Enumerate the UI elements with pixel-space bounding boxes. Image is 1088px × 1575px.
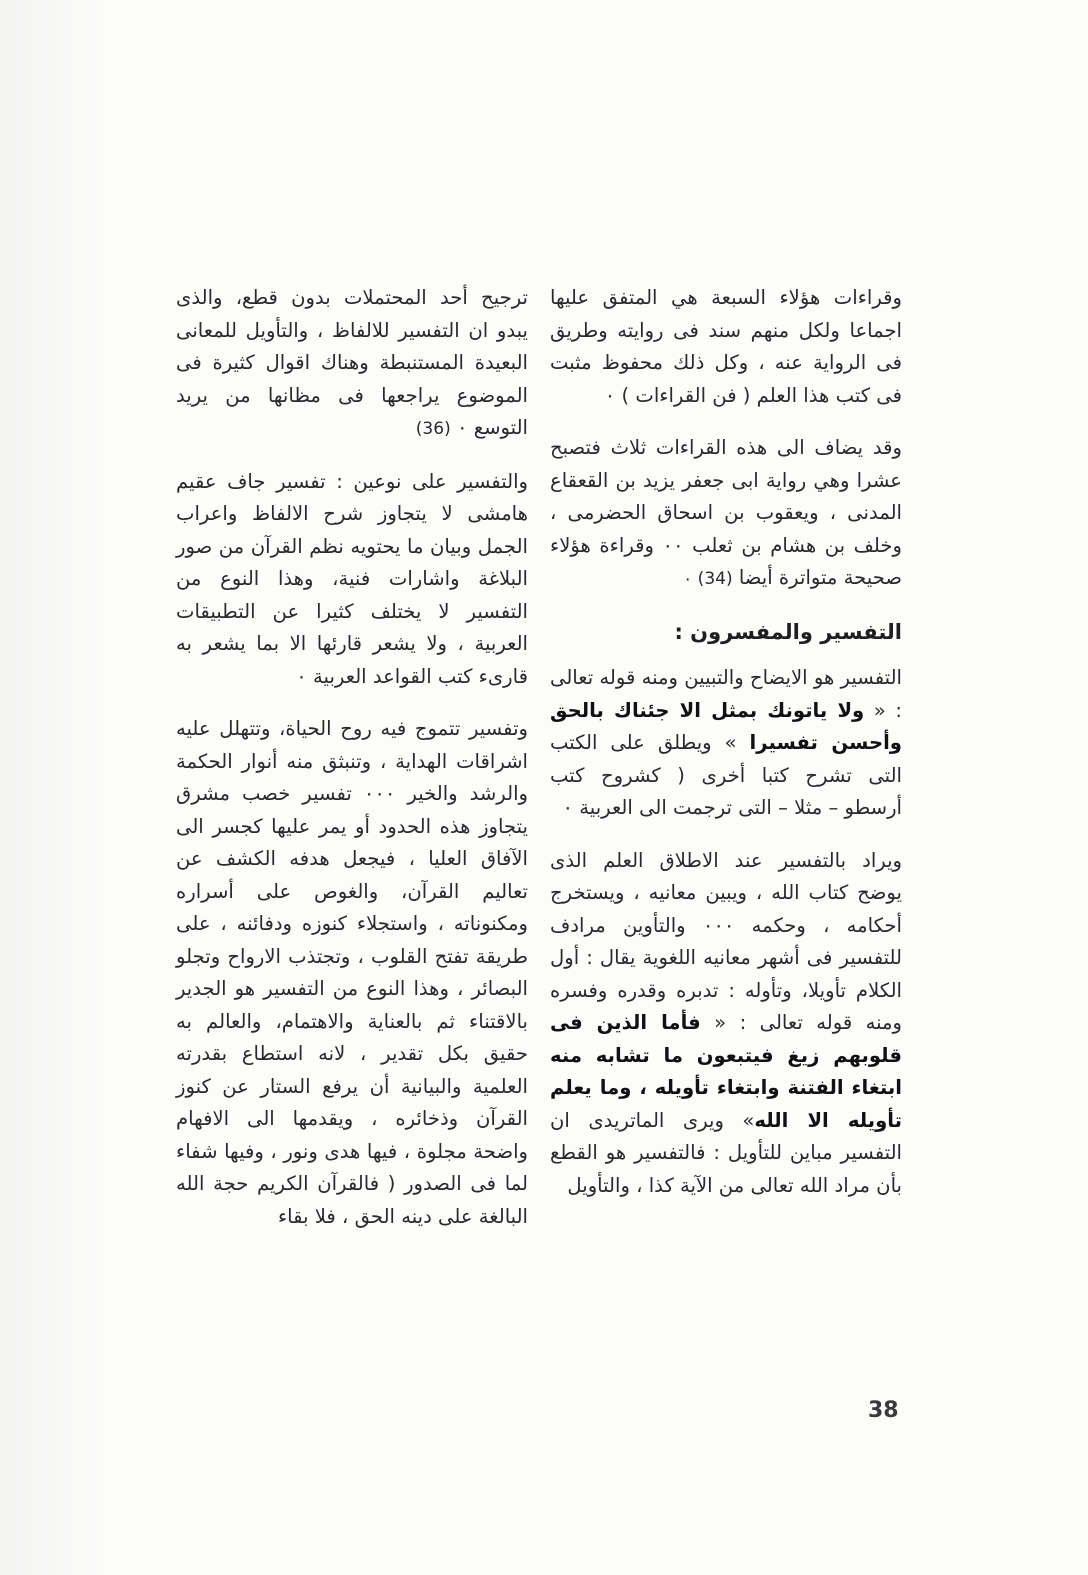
quran-quote-tafsir: ولا ياتونك بمثل الا جئناك بالحق وأحسن تفسيرا	[550, 698, 902, 754]
right-text-column	[550, 282, 902, 1222]
paragraph-tawil-continuation	[176, 282, 528, 446]
page-number: 38	[868, 1398, 899, 1423]
paragraph-seven-readings: وقراءات هؤلاء السبعة هي المتفق عليها اجماعا ولكل منهم سند فى روايته وطريق فى الرواية عنه ، وكل ذلك محفوظ مثبت فى كتب هذا العلم ( فن القراءات ) ٠	[550, 286, 902, 407]
paragraph-tafsir-tawil	[550, 845, 902, 1203]
footnote-ref-36: (36)	[415, 419, 451, 439]
page-edge-shadow	[0, 0, 100, 1575]
paragraph-ten-readings	[550, 432, 902, 596]
left-text-column	[176, 282, 528, 1253]
quran-quote-tawil: فأما الذين فى قلوبهم زيغ فيتبعون ما تشابه منه ابتغاء الفتنة وابتغاء تأويله ، وما يعلم تأويله الا الله	[550, 1011, 902, 1132]
paragraph-tafsir-definition	[550, 662, 902, 825]
tafsir-tawil-intro: ويراد بالتفسير عند الاطلاق العلم الذى يوضح كتاب الله ، ويبين معانيه ، ويستخرج أحكامه ، وحكمه ٠٠٠ والتأوين مرادف للتفسير فى أشهر معانيه اللغوية يقال : أول الكلام تأويلا، وتأوله : تدبره وقدره وفسره ومنه قوله تعالى : «	[550, 848, 902, 1034]
paragraph-ten-readings-text: وقد يضاف الى هذه القراءات ثلاث فتصبح عشرا وهي رواية ابى جعفر يزيد بن القعقاع المدنى ، ويعقوب بن اسحاق الحضرمى ، وخلف بن هشام بن ثعلب ٠٠ وقراءة هؤلاء صحيحة متواترة أيضا	[550, 436, 902, 589]
paragraph-living-tafsir: وتفسير تتموج فيه روح الحياة، وتتهلل عليه اشراقات الهداية ، وتنبثق منه أنوار الحكمة والرشد والخير ٠٠٠ تفسير خصب مشرق يتجاوز هذه الحدود أو يمر عليها كجسر الى الآفاق العليا ، فيجعل هدفه الكشف عن تعاليم القرآن، والغوص على أسراره ومكنوناته ، واستجلاء كنوزه ودفائنه ، على طريقة تفتح القلوب ، وتجتذب الارواح وتجلو البصائر ، وهذا النوع من التفسير هو الجدير بالاقتناء ثم بالعناية والاهتمام، والعالم به حقيق بكل تقدير ، لانه استطاع بقدرته العلمية والبيانية أن يرفع الستار عن كنوز القرآن وذخائره ، ويقدمها الى الافهام واضحة مجلوة ، فيها هدى ونور ، وفيها شفاء لما فى الصدور ( فالقرآن الكريم حجة الله البالغة على دينه الحق ، فلا بقاء	[176, 717, 528, 1228]
tawil-continuation-text: ترجيح أحد المحتملات بدون قطع، والذى يبدو ان التفسير للالفاظ ، والتأويل للمعانى البعيدة المستنبطة وهناك اقوال كثيرة فى الموضوع يراجعها فى مظانها من يريد التوسع ٠	[176, 286, 528, 439]
footnote-ref-34: (34) ٠	[683, 569, 733, 589]
tafsir-definition-rest: » ويطلق على الكتب التى تشرح كتبا أخرى ( كشروح كتب أرسطو – مثلا – التى ترجمت الى العربية ٠	[550, 731, 902, 819]
paragraph-two-types: والتفسير على نوعين : تفسير جاف عقيم هامشى لا يتجاوز شرح الالفاظ واعراب الجمل وبيان ما يحتويه نظم القرآن من صور البلاغة واشارات فنية، وهذا النوع من التفسير لا يختلف كثيرا عن التطبيقات العربية ، ولا يشعر قارئها الا بما يشعر به قارىء كتب القواعد العربية ٠	[176, 469, 528, 688]
tafsir-tawil-rest: » ويرى الماتريدى ان التفسير مباين للتأويل : فالتفسير هو القطع بأن مراد الله تعالى من الآية كذا ، والتأويل	[550, 1108, 902, 1197]
tafsir-definition-intro: التفسير هو الايضاح والتبيين ومنه قوله تعالى : «	[550, 666, 902, 722]
section-heading: التفسير والمفسرون :	[674, 619, 902, 644]
